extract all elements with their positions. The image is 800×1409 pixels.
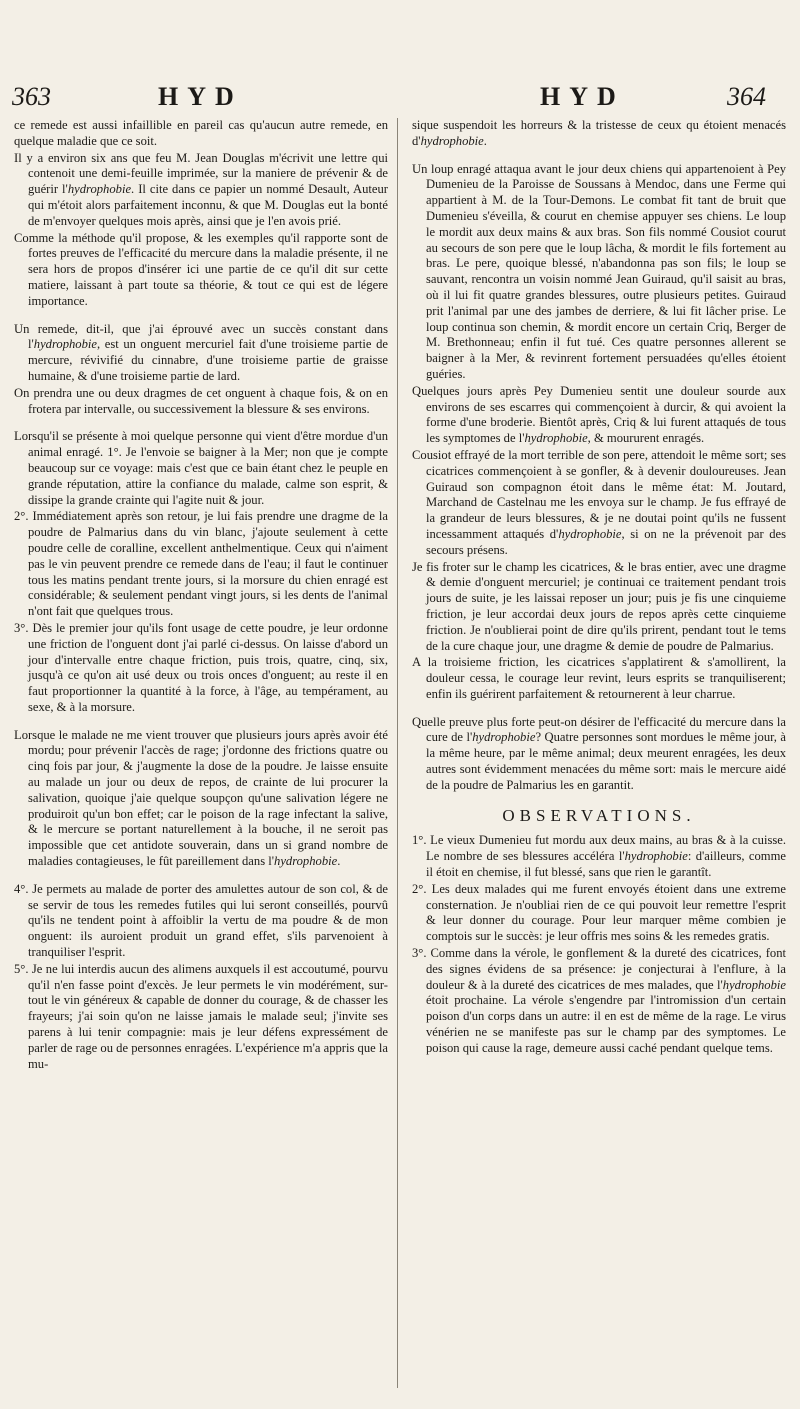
column-divider (397, 118, 398, 1388)
paragraph: ce remede est aussi infaillible en pareil cas qu'aucun autre remede, en quelque maladie que ce soit. (14, 118, 388, 148)
right-headword: HYD (540, 82, 625, 111)
paragraph: Quelques jours après Pey Dumenieu sentit une douleur sourde aux environs de ses escarres qui commençoient à durcir, & qui avoient la forme d'une broderie. Bientôt après, Criq & lui furent attaqués de tous les symptomes de l'hydrophobie, & moururent enragés. (412, 383, 786, 446)
paragraph: Comme la méthode qu'il propose, & les exemples qu'il rapporte sont de fortes preuves de l'efficacité du mercure dans la maladie présente, il ne sera hors de propos d'insérer ici une partie de ce qu'il dit sur cette matiere, laissant à part toute sa théorie, & tout ce qui est de légere importance. (14, 230, 388, 308)
paragraph: Il y a environ six ans que feu M. Jean Douglas m'écrivit une lettre qui contenoit une demi-feuille imprimée, sur la maniere de prévenir & de guérir l'hydrophobie. Il cite dans ce papier un nommé Desault, Auteur qui m'étoit alors parfaitement inconnu, & que M. Douglas eut la bonté de m'envoyer quelques mois après, ainsi que je l'en avois prié. (14, 150, 388, 228)
paragraph: 3°. Dès le premier jour qu'ils font usage de cette poudre, je leur ordonne une friction de l'onguent dont j'ai parlé ci-dessus. On laisse d'abord un jour d'intervalle entre chaque friction, puis trois, quatre, cinq, six, jusqu'à ce qu'on ait usé deux ou trois onces d'onguent; au reste il en faut proportionner la quantité à la force, à l'âge, au tempérament, au sexe, & à la morsure. (14, 620, 388, 714)
paragraph: Lorsqu'il se présente à moi quelque personne qui vient d'être mordue d'un animal enragé. 1°. Je l'envoie se baigner à la Mer; non que je compte beaucoup sur ce voyage: mais c'est que ce bain étant chez le peuple en grande réputation, attire la confiance du malade, calme son esprit, & dissipe la grande crainte qui l'agite nuit & jour. (14, 429, 388, 507)
paragraph: Quelle preuve plus forte peut-on désirer de l'efficacité du mercure dans la cure de l'hydrophobie? Quatre personnes sont mordues le même jour, à la même heure, par le même animal; deux meurent enragées, les deux autres sont évidemment menacées du même sort: mais le mercure aidé de la poudre de Palmarius les en garantit. (412, 714, 786, 792)
paragraph: 5°. Je ne lui interdis aucun des alimens auxquels il est accoutumé, pourvu qu'il n'en fasse point d'excès. Je leur permets le vin modérément, sur-tout le vin généreux & capable de donner du courage, & de chasser les frayeurs; j'ai soin qu'on ne laisse jamais le malade seul; j'invite ses parens à lui tenir compagnie: mais je leur défens expressément de parler de rage ou de personnes enragées. L'expérience m'a appris que la mu- (14, 961, 388, 1071)
paragraph: 2°. Immédiatement après son retour, je lui fais prendre une dragme de la poudre de Palmarius dans du vin blanc, j'ajoute seulement à cette poudre celle de coralline, excellent anthelmentique. Ceux qui n'aiment pas le vin peuvent prendre ce remede dans de l'eau; il faut le continuer tous les matins pendant trente jours, si la morsure du chien enragé est considérable; & seulement pendant vingt jours, si les dents de l'animal n'ont fait que quelques trous. (14, 509, 388, 619)
paragraph: Un remede, dit-il, que j'ai éprouvé avec un succès constant dans l'hydrophobie, est un onguent mercuriel fait d'une troisieme partie de mercure, révivifié du cinnabre, d'une troisieme partie de graisse humaine, & d'une troisieme partie de lard. (14, 321, 388, 383)
paragraph: A la troisieme friction, les cicatrices s'applatirent & s'amollirent, la douleur cessa, le courage leur revint, leurs esprits se tranquiliserent; enfin ils guérirent parfaitement & retournerent à leur charrue. (412, 655, 786, 701)
paragraph: 4°. Je permets au malade de porter des amulettes autour de son col, & de se servir de tous les remedes futiles qui lui seront conseillés, pourvû qu'ils ne tendent point à affoiblir la vertu de ma poudre & de mon onguent: ils auroient produit un grand effet, s'ils parvenoient à tranquiliser l'esprit. (14, 881, 388, 960)
paragraph: 3°. Comme dans la vérole, le gonflement & la dureté des cicatrices, font des signes évidens de sa présence: je conjecturai à l'enflure, à la douleur & à la dureté des cicatrices de mes malades, que l'hydrophobie étoit prochaine. La vérole s'engendre par l'intromission d'un certain poison d'un corps dans un autre: il en est de même de la rage. Le virus vénérien ne se manifeste pas sur le champ par des symptomes. Le poison qui cause la rage, demeure aussi caché pendant quelque tems. (412, 946, 786, 1055)
paragraph: 2°. Les deux malades qui me furent envoyés étoient dans une extreme consternation. Je n'oubliai rien de ce qui pouvoit leur remettre l'esprit & leur donner du courage. Pour leur marquer même combien je comptois sur le succès: je leur offris mes soins & les remedes gratis. (412, 881, 786, 944)
right-column (412, 118, 786, 1058)
left-column (14, 118, 388, 1073)
paragraph: On prendra une ou deux dragmes de cet onguent à chaque fois, & on en frotera par intervalle, ou successivement la blessure & ses environs. (14, 385, 388, 416)
paragraph: Je fis froter sur le champ les cicatrices, & le bras entier, avec une dragme & demie d'onguent mercuriel; je continuai ce traitement pendant trois jours de suite, je les laissai reposer un jour; puis je fis une cinquieme friction, je leur accordai deux jours de repos après cette cinquieme friction. Je n'oublierai point de dire qu'ils prirent, pendant tout le tems de la cure chaque jour, une dragme & demie de poudre de Palmarius. (412, 559, 786, 653)
paragraph: sique suspendoit les horreurs & la tristesse de ceux qu étoient menacés d'hydrophobie. (412, 118, 786, 148)
right-page-number: 364 (727, 82, 766, 111)
paragraph: Lorsque le malade ne me vient trouver que plusieurs jours après avoir été mordu; pour prévenir l'accès de rage; j'ordonne des frictions quatre ou cinq fois par jour, & j'augmente la dose de la poudre. Je laisse ensuite au malade un jour ou deux de repos, de crainte de lui procurer la salivation, quoique j'aie quelque soupçon qu'une salivation légere ne produiroit qu'un bon effet; car le poison de la rage infectant la salive, & le mercure se portant naturellement à la bouche, il ne seroit pas impossible que cet antidote souverain, dans un si grand nombre de maladies contagieuses, le fût pareillement dans l'hydrophobie. (14, 727, 388, 869)
paragraph: Un loup enragé attaqua avant le jour deux chiens qui appartenoient à Pey Dumenieu de la Paroisse de Soussans à Mendoc, dans une Ferme qui appartient à M. de la Tour-Demons. Le combat fit tant de bruit que Dumenieu s'éveilla, & courut en chemise appuyer ses chiens. Le loup le mordit aux deux mains & aux bras. Son fils nommé Cousiot courut au secours de son pere que le loup lâcha, & mordit le fils fortement au bras. Le pere, quoique blessé, n'abandonna pas son fils; le loup se sauvant, rencontra un voisin nommé Jean Guiraud, qu'il saisit au bras, où il lui fit quatre grandes blessures, outre plusieurs petites. Guiraud prit l'animal par une des jambes de derriere, & lui fit lâcher prise. Le loup continua son chemin, & mordit encore un certain Criq, Berger de M. Brethonneau; enfin il fut tué. Ces quatre personnes allerent se baigner à la Mer, & revinrent fortement persuadées qu'elles étoient guéries. (412, 161, 786, 381)
left-page-number: 363 (12, 82, 51, 111)
paragraph: Cousiot effrayé de la mort terrible de son pere, attendoit le même sort; ses cicatrices commençoient à se gonfler, & à devenir douloureuses. Jean Guiraud son compagnon étoit dans le même état: M. Joutard, Marchand de Castelnau me les envoya sur le champ. Je fus effrayé de la grandeur de leurs blessures, & je ne doutai point qu'ils ne fussent incessamment attaqués d'hydrophobie, si on ne la prévenoit par des secours présens. (412, 447, 787, 557)
running-header (0, 82, 800, 118)
left-headword: HYD (158, 82, 243, 111)
section-heading: OBSERVATIONS. (502, 805, 696, 825)
paragraph: 1°. Le vieux Dumenieu fut mordu aux deux mains, au bras & à la cuisse. Le nombre de ses blessures accéléra l'hydrophobie: d'ailleurs, comme il étoit en chemise, il fut blessé, sans que rien le garantît. (412, 833, 786, 880)
